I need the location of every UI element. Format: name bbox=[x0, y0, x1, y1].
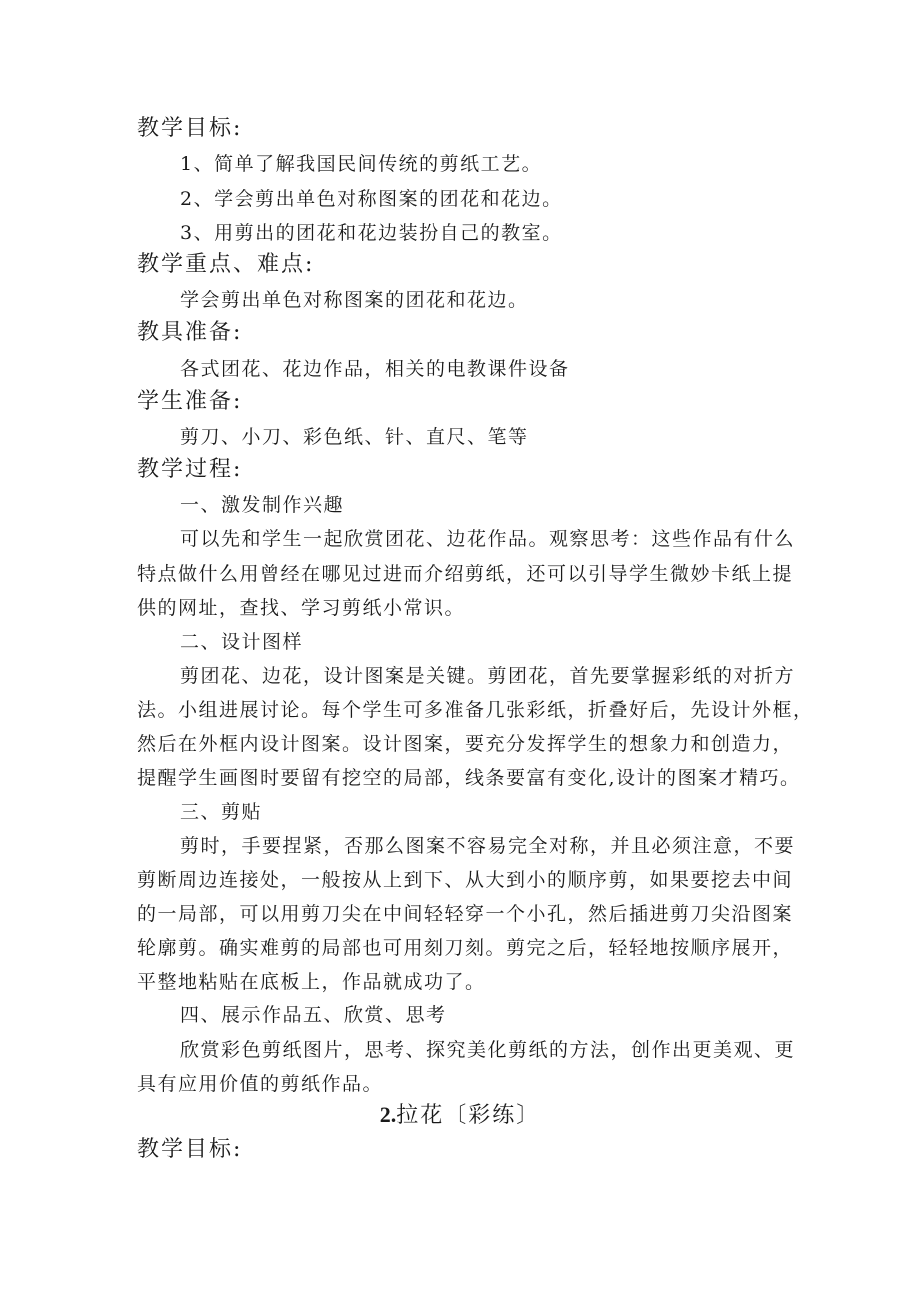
process-heading: 教学过程: bbox=[137, 457, 243, 482]
teacher-prep-heading: 教具准备: bbox=[137, 320, 243, 345]
section2-title bbox=[0, 1103, 920, 1128]
step3-line-3: 的一局部，可以用剪刀尖在中间轻轻穿一个小孔，然后插进剪刀尖沿图案 bbox=[137, 903, 794, 925]
objective-item-3: 3、用剪出的团花和花边装扮自己的教室。 bbox=[180, 222, 563, 244]
teacher-prep-text: 各式团花、花边作品，相关的电教课件设备 bbox=[180, 358, 570, 380]
student-prep-heading: 学生准备: bbox=[137, 389, 243, 414]
step3-title: 三、剪贴 bbox=[180, 801, 263, 823]
step45-title: 四、展示作品五、欣赏、思考 bbox=[180, 1004, 447, 1026]
step1-title: 一、激发制作兴趣 bbox=[180, 494, 345, 516]
section2-objectives-heading: 教学目标: bbox=[137, 1137, 243, 1162]
step2-line-2: 法。小组进展讨论。每个学生可多准备几张彩纸，折叠好后，先设计外框， bbox=[137, 699, 814, 721]
section2-title-number: 2. bbox=[379, 1102, 397, 1127]
step2-line-1: 剪团花、边花，设计图案是关键。剪团花，首先要掌握彩纸的对折方 bbox=[180, 665, 796, 687]
step1-line-1: 可以先和学生一起欣赏团花、边花作品。观察思考：这些作品有什么 bbox=[180, 528, 796, 550]
section2-title-text: 拉花〔彩练〕 bbox=[396, 1103, 541, 1128]
step3-line-2: 剪断周边连接处，一般按从上到下、从大到小的顺序剪，如果要挖去中间 bbox=[137, 869, 794, 891]
step3-line-4: 轮廓剪。确实难剪的局部也可用刻刀刻。剪完之后，轻轻地按顺序展开， bbox=[137, 937, 794, 959]
student-prep-text: 剪刀、小刀、彩色纸、针、直尺、笔等 bbox=[180, 426, 529, 448]
step45-line-2: 具有应用价值的剪纸作品。 bbox=[137, 1073, 384, 1095]
step1-line-2: 特点做什么用曾经在哪见过进而介绍剪纸，还可以引导学生微妙卡纸上提 bbox=[137, 563, 794, 585]
step3-line-1: 剪时，手要捏紧，否那么图案不容易完全对称，并且必须注意，不要 bbox=[180, 835, 796, 857]
step2-title: 二、设计图样 bbox=[180, 631, 304, 653]
step3-line-5: 平整地粘贴在底板上，作品就成功了。 bbox=[137, 971, 486, 993]
step1-line-3: 供的网址，查找、学习剪纸小常识。 bbox=[137, 597, 466, 619]
objective-item-2: 2、学会剪出单色对称图案的团花和花边。 bbox=[180, 188, 563, 210]
objective-item-1: 1、简单了解我国民间传统的剪纸工艺。 bbox=[180, 153, 543, 175]
step2-line-3: 然后在外框内设计图案。设计图案，要充分发挥学生的想象力和创造力， bbox=[137, 733, 794, 755]
key-points-heading: 教学重点、难点: bbox=[137, 252, 315, 277]
step45-line-1: 欣赏彩色剪纸图片，思考、探究美化剪纸的方法，创作出更美观、更 bbox=[180, 1039, 796, 1061]
step2-line-4: 提醒学生画图时要留有挖空的局部，线条要富有变化,设计的图案才精巧。 bbox=[137, 767, 801, 789]
objectives-heading: 教学目标: bbox=[137, 116, 243, 141]
key-points-text: 学会剪出单色对称图案的团花和花边。 bbox=[180, 289, 529, 311]
